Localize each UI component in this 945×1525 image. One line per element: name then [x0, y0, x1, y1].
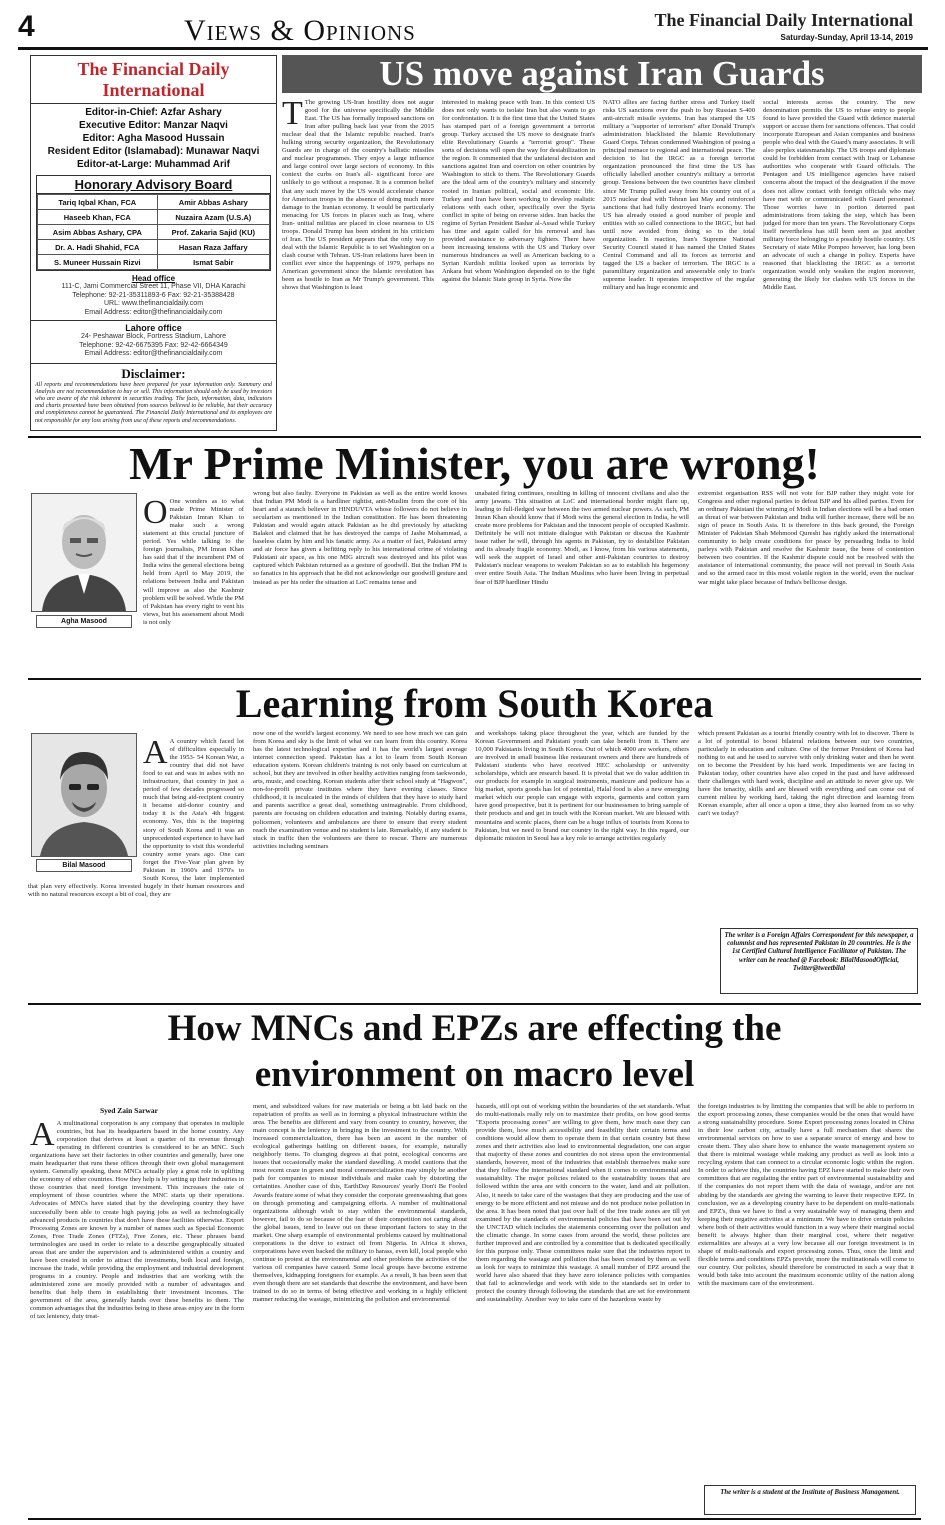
article1-column: social interests across the country. The new denomination permits the US to refuse entry to people found to have provided the Guard with defence material support or accuse them for sanctions offences. That could incorporate European and Asian companies and business people who deal with the Guard's many associates. It will also perplex statesmanship. The US troops and diplomats could be forbidden from contact with Iraqi or Lebanese authorities who cooperate with Guard officials. The Pentagon and US intelligence agencies have raised concerns about the impact of the designation if the move does not allow contact with foreign officials who may have met with or communicated with Guard personnel. Those worries have in portion deterred past administrations from taking the step, which has been judged for more than ten years. The Revolutionary Corps itself nevertheless has still been seen as just another military force belonging to a possibly hostile country. US Secretary of state Mike Pompeo however, has long been an advocate of such a change in policy. Experts have reasoned that blacklisting the IRGC as a terrorist organization would only weaken the region moreover, generating the likely for clashes with US forces in the Middle East.	[763, 99, 915, 292]
head-office-title: Head office	[131, 274, 176, 283]
article3-column: which present Pakistan as a tourist friendly country with lot to discover. There is a lot of potential to boost bilateral relations between our two countries, particularly in education and culture. One of the former President of Korea had nothing to eat and he used to survive with only drinking water and then he went on to become the President by his hard work. Impediments we are facing in Pakistan today, other countries have also coped in the past and have addressed their challenges with hard work, discipline and an attitude to never give up. We have the tenacity, skills and are blessed with everything and can come out of current milieu by working hard, taking the right direction and learning from Korean example, after all once a upon a time, they also learned from us so why can't we today?	[698, 730, 914, 818]
advisor-name: Tariq Iqbal Khan, FCA	[38, 195, 158, 210]
article3-author: Bilal Masood	[36, 859, 132, 872]
advisor-name: Nuzaira Azam (U.S.A)	[157, 210, 269, 225]
advisory-board-title: Honorary Advisory Board	[37, 176, 270, 194]
head-office-line: Email Address: editor@thefinancialdaily.com	[84, 308, 223, 316]
divider	[28, 1003, 921, 1005]
advisor-name: Asim Abbas Ashary, CPA	[38, 225, 158, 240]
article4-column: the foreign industries is by limiting the companies that will be able to perform in the export processing zones, these companies would be the ones that would have a strong sustainability procedure. Some Export processing zones located in China in their low carbon city, actually have a full mechanism that shares the environmental services on how to use a separate source of energy and how to create them. They also share how to enhance the waste management system so that there is minimal wastage while making any product as well as look into a recycling system that can connect to a circular economic logic within the region. In order to achieve this, the countries having EPZ have started to make their own committees that are regulating the entire part of environmental sustainability and if the companies do not report them with the data of wastage, and/or are not abiding by the standards are giving the warning to leave their respective EPZ. In conclusion, we as a developing country have to be dependent on multi-nationals and EPZ's, thus we have to find a very sustainable way of managing them and keeping their negative activities at a minimum. We have to drive certain policies where both of their activities would function in a way where their marginal social benefit is always higher than their marginal cost, where their negative externalities are always at a very low because all our foreign investment is in shape of multi-nationals and export processing zones. Thus, once the limit and flexible terms and conditions EPZs provide, more the multinationals will come to our country. Our policies, should therefore be constructed in such a way that it would both take into account the maximum economic utility of the nation along with the maximum care of the environment.	[698, 1103, 914, 1288]
section-title: Views & Opinions	[184, 14, 416, 47]
staff-box	[30, 55, 277, 431]
advisory-board	[36, 175, 271, 271]
article2-text: One wonders as to what made Prime Minister of Pakistan Imran Khan to make such a wrong statement at this crucial juncture of period. Yes while talking to the foreign journalists, PM Imran Khan has said that if the incumbent PM of India wins the general elections being held from April to May 2019, the relations between India and Pakistan will improve as also the Kashmir problem will be solved. While the PM of Pakistan has every right to vent his views, but his assessment about Modi is not only	[143, 498, 244, 626]
lahore-office-line: Telephone: 92-42-6675395 Fax: 92-42-6664349	[79, 341, 228, 349]
article4-author: Syed Zain Sarwar	[100, 1106, 158, 1115]
advisor-name: Hasan Raza Jaffary	[157, 240, 269, 255]
article2-column	[28, 498, 244, 674]
advisor-name: Dr. A. Hadi Shahid, FCA	[38, 240, 158, 255]
disclaimer-text: All reports and recommendations have been prepared for your information only. Summary and Analysis are not recommendation to buy or sell. This information should only be used by investors who are aware of the risk inherent in securities trading. The facts, information, data, indicators and charts presented have been obtained from sources believed to be reliable, but their accuracy and completeness cannot be guaranteed. The Financial Daily International and its employees are not responsible for any loss arising from use of these reports and recommendations.	[35, 381, 272, 424]
staff-box-title: The Financial Daily International	[77, 59, 230, 100]
article2-column: extremist organisation RSS will not vote for BJP rather they might vote for Congress and other regional parties to defeat BJP and his allied parties. Even for an ordinary Pakistani the winning of Modi in Indian elections will be a bad omen as threat of war between Pakistan and India will further increase, there will be no sign of peace in South Asia. It is therefore in this back ground, the Foreign Minister of Pakistan Shah Mehmood Qureshi has rightly asked the international community to help create conditions for peace by persuading India to hold parleys with Pakistan and resolve the Kashmir issue, the bone of contention between two countries. If the Kashmir dispute could not be resolved with the assistance of international community, the peace will not prevail in South Asia and so the armed race in this most volatile region in the world, even the nuclear war might take place because of India's bellicose design.	[698, 490, 914, 586]
editor-line: Editor-at-Large: Muhammad Arif	[77, 159, 230, 170]
advisory-table	[37, 194, 270, 270]
article1-text: The growing US-Iran hostility does not augur good for the universe specifically the Middle East. The US has formally imposed sanctions on Iran after pulling back last year from the 2015 nuclear deal that the Islamic republic reached. Iran's hulking strong security organization, the Revolutionary Guards are in charge of the country's ballistic missiles and nuclear programmes. They enjoy a large influence and large control over large sectors of economy. In this context the curbs on Iran's all- significant force are unlikely to go without a response. It is a common belief that any such move by the US would accelerate chance for American troops in the absence of doing much more damage to the Iranian economy. It would be particularly menacing for US forces in places such as Iraq, where Iran- unitial militias are placed in close nearness to US troops. Donald Trump has been strident in his criticism of Iran. The US president appears that the only way to deal with the Islamic Republic is to set Washington on a clash course with Tehran. US-Iran relations have been in conflict ever since the happenings of 1979, perhaps no American government since the Islamic revolution has been as hostile to Iran as Mr Trump's government. This shows that Washington is least	[282, 99, 434, 292]
article1-headline: US move against Iran Guards	[282, 55, 922, 93]
advisor-name: Haseeb Khan, FCA	[38, 210, 158, 225]
article1-column: interested in making peace with Iran. In this context US does not only wants to isolate Iran but also wants to go for confrontation. It is the first time that the United States has stamped part of a foreign government a terrorist group. Turkey accused the US move to designate Iran's elite Revolutionary Guards a "terrorist group". These sorts of decisions will open the way for destabilization in the region. It commented that the unilateral decision and sanctions against Iran and coercion on other countries by Washington to stick to them. The Revolutionary Guards are the ideal arm of the country's military and sincerely rooted in Iranian political, social and economic life. Turkey and Iran have been working to develop realistic relations with each other, specifically over the Syria conflict in spite of being on reverse sides. Iran backs the regime of Syrian President Bashar al-Assad while Turkey has time and again called for his removal and has provided assistance to adversary fighters. There have been increasing tensions with the US and Turkey over numerous hindrances as well as American backing to a Syrian Kurdish militia looked upon as terrorists by Ankara but whom Washington depended on to the fight against the Islamic State group in Syria. Now the	[442, 99, 595, 284]
lahore-office-line: Email Address: editor@thefinancialdaily.com	[84, 350, 223, 357]
article3-column	[28, 738, 244, 1000]
page-number: 4	[18, 10, 35, 43]
article3-text: A country which faced lot of difficulties especially in the 1953- 54 Korean War, a country that did not have food to eat and was in ashes with no infrastructure, that country in just a period of few decades progressed so much that being aid-recipient country it became aid-donor country and today it is the Asia's 4th biggest economy. Yes, this is the inspiring story of South Korea and it was an unprecedented experience to have had the opportunity to visit this wonderful country some years ago. One can forget the Five-Year plan given by Pakistan in 1960's and 1970's to South Korea, the later implemented that plan very effectively. Korea invested hugely in their human resources and with no natural resources except a bit of coal, they are	[28, 738, 244, 898]
masthead-rule	[18, 47, 928, 50]
article2-column: unabated firing continues, resulting in killing of innocent civilians and also the army jawans. This situation at LoC and international border might flare up, leading to full-fledged war between the two armed nuclear powers. As such, PM Imran Khan should know that if Modi wins the general election in India, he will create more problems for Pakistan and the innocent people of occupied Kashmir. Definitely he will not initiate dialogue with Pakistan or discuss the Kashmir issue rather he will, through his agents in Pakistan, try to destabilize Pakistan and its already fragile economy. Modi, as I know, from his various statements, will seek the support of Israel and other anti-Pakistan countries to destroy Pakistan's nuclear weapons to weaken Pakistan so as to establish his hegemony over entire South Asia. The Indian Muslims who have been living in perpetual fear of BJP hardliner Hindu	[475, 490, 689, 586]
dropcap: T	[282, 99, 303, 132]
article3-column: and workshops taking place throughout the year, which are funded by the Korean Government and Pakistani youth can take benefit from it. There are 10,000 Pakistanis living in South Korea. Out of which 4000 are workers, others are involved in small business like restaurant owners and there are hundreds of Pakistani students who have received HEC scholarship or university scholarships, which are research based. It is pivotal that we do value addition in our products for example in surgical instruments, manicure and pedicure has a big market, sports goods has lot of potential, Halal food is also a new emerging market which our people can engage with exports, garments and cotton yarn have good prospective, but it is pertinent for our businessmen to bring sample of their products and and get in touch with the Korean market. We are blessed with mountains and scenic places, there can be a huge influx of tourists from Korea to Pakistan, but we need to brand our country in the right way. In this regard, our diplomatic mission in Seoul has a key role to arrange activities regularly	[475, 730, 689, 842]
editor-line: Resident Editor (Islamabad): Munawar Naqvi	[47, 146, 260, 157]
paper-name: The Financial Daily International	[654, 10, 913, 30]
article1-column	[282, 99, 434, 431]
editor-line: Editor: Agha Masood Hussain	[82, 133, 225, 144]
issue-date: Saturday-Sunday, April 13-14, 2019	[780, 33, 913, 42]
dropcap: A	[143, 738, 168, 771]
divider	[28, 1518, 921, 1520]
dropcap: O	[143, 498, 168, 531]
article3-headline: Learning from South Korea	[235, 681, 714, 726]
advisor-name: Prof. Zakaria Sajid (KU)	[157, 225, 269, 240]
article4-column	[30, 1120, 244, 1515]
article4-column: hazards, still opt out of working within the boundaries of the set standards. What do multi-nationals really rely on to maximize their profits, on how good terms "Exports processing zones" are willing to give them, how much ease they can provide them, how much accessibility and feasibility their certain terms and conditions would allow them to operate them in that certain country but these zones and their activities also lead to environmental degradation, one can argue that majority of these zones and countries do not stress upon the environmental standards, however, most of the industries that establish themselves make sure that they follow the international standard when it comes to environmental and sustainability. The major policies related to the sustainability issues that are followed within the area are with concern to the water, land and air pollution. Also, it needs to take care of the wastages that they are producing and the use of energy to be more efficient and not misuse and do not produce noise pollution in the area. It has been noted that just over half of the free trade zones are till yet examined by the standards of environmental policies that have been set out by the UNCTAD which includes the statements concerning over the pollution and the climatic change. In some cases from around the world, these policies are further improved and are controlled by a committee that is dedicated specifically for this purpose only. These committees make sure that the industries report to them regarding the wastage and pollution that has been created by them as well as look for ways to minimize this wastage. A small number of EPZ around the world have also shared that they have zero tolerance policies with companies that fail to acknowledge and work with side to the standards set in order to protect the country through following the standards that are set for environment and sustainability. Another way to take care of the hazardous waste by	[476, 1103, 690, 1304]
article4-headline: environment on macro level	[254, 1054, 695, 1095]
editor-line: Editor-in-Chief: Azfar Ashary	[85, 107, 222, 118]
advisor-name: Ismat Sabir	[157, 255, 269, 270]
article2-headline: Mr Prime Minister, you are wrong!	[129, 438, 820, 489]
lahore-office-line: 24- Peshawar Block, Fortress Stadium, Lahore	[80, 333, 227, 340]
advisor-name: S. Muneer Hussain Rizvi	[38, 255, 158, 270]
article3-author-note: The writer is a Foreign Affairs Correspondent for this newspaper, a columnist and has represented Pakistan in 20 countries. He is the 1st Certified Cultural Intelligence Facilitator of Pakistan. The writer can be reached @ Facebook: BilalMasoodOfficial, Twitter@tweetbilal	[720, 928, 918, 994]
photo-float-space	[28, 498, 143, 630]
dropcap: A	[30, 1120, 55, 1153]
photo-float-space	[28, 738, 143, 876]
advisor-name: Amir Abbas Ashary	[157, 195, 269, 210]
editor-line: Executive Editor: Manzar Naqvi	[79, 120, 228, 131]
head-office-line: Telephone: 92-21-35311893-6 Fax: 92-21-35388428	[72, 291, 235, 299]
article3-column: now one of the world's largest economy. We need to see how much we can gain from Korea and sky is the limit of what we can learn from this country. Korea has the latest technological expertise and it has the world's largest average internet connection speed. Pakistan has a lot to learn from South Korean education system. Korean children's training is not only based on curriculum at school, but they are involved in other healthy activities ranging from taekwondo, arts, music, and coaching. Korean students after their school study at "Hagwon", non-for-profit private institutes where they have evening classes. Since childhood, it is inculcated in the minds of children that they have to study hard and parents sacrifice a great deal, something unimaginable. From childhood, parents are focusing on children education and training. Notably during exams, policemen, volunteers and ambulances are there to ensure that every student reach the examination venue and no student is late. Remarkably, if any student is stuck in traffic then the volunteers are there to rescue. There are numerous activities including seminars	[253, 730, 467, 850]
disclaimer-title: Disclaimer:	[31, 363, 276, 382]
article1-column: NATO allies are facing further stress and Turkey itself risks US sanctions over the push to buy Russian S-400 anti-aircraft missile systems. Iran has stamped the US military a "supporter of terrorism" after Donald Trump's administration blacklisted the Islamic Revolutionary Guard Corps. Tehran condemned Washington of posing a principal menace to regional and international peace. The decision to list the IRGC as a foreign terrorist organization pronounced the first time the US has officially labelled another country's military a terrorist group. Tensions between the two countries have climbed since Mr Trump pulled away from his country out of a 2015 nuclear deal with Tehran last May and reinforced sanctions that had fully destroyed Iran's economy. The US has already ousted a good number of people and entities with so called connections to the IRGC, but had until now avoided from doing so to the total organization. In reaction, Iran's Supreme National Security Council stated it has named the United States Central Command and all its forces as terrorist and tagged the US a backer of terrorism. The IRGC is a paramilitary organization and answerable only to Iran's supreme leader. It operates irrespective of the regular military and has huge economic and	[603, 99, 755, 292]
article4-column: ment, and subsidized values for raw materials or being a bit laid back on the repatriation of profits as well as in forming a physical infrastructure within the area. The benefits are different and vary from country to country, however, the main concept is the leniency in bringing in the investment to the country. With increased commercialization, there has been an ascent in the number of ecological gatherings battling on different issues, for example, naturally neighborly items. To changing degrees at that point, ecological concerns are issues that occasionally make the standard dawdling. A model cautions that the most recent craze in green and moral commercialization may simply be another path for companies to misuse individuals and make cash by distorting the certainties. Another case of this, EarthDay Resources' yearly Don't Be Fooled Awards feature some of what they consider the corporate greenwashing that goes on through promoting and campaigning efforts. A number of multinational organizations although wish to stay within the environmental standards, however, fail to do so because of the fear of their competition not caring about the global issues, tend to leave out on these important factors to stay in the market. One sharp example of environmental problems caused by multinational corporations is the drive to extract oil from Nigeria. In Africa it shows, corporations have even backed the military to harass, even kill, local people who continue to protest at the environmental and other problems the activities of the various oil companies have caused. Some local groups have become extreme themselves, kidnapping foreigners for example. As a result, It has been seen that even though there are set standards that describe the environment, and have been trained to do so in terms of being effective and working in a highly efficient manner reducing the wastage, minimizing the pollution and environmental	[253, 1103, 467, 1304]
article2-author: Agha Masood	[36, 615, 132, 628]
article4-author-note: The writer is a student at the Institute of Business Management.	[704, 1485, 916, 1515]
article4-text: A multinational corporation is any company that operates in multiple countries, but has its headquarters based in the home country. Any corporation that derives at least a quarter of its revenue through operating in different countries is considered to be an MNC. Such organizations have set their factories in other countries and generally, have one main headquarter that runs these offices through their own global management system. Generally speaking, these MNCs actually play a great role in uplifting the economy of other countries. How they help is by setting up their industries in those countries that need foreign investment. This increases the rate of employment of those countries where the MNC starts up their operations. Advocates of MNCs have stated that by the developing country they have successfully been able to create high paying jobs as well as technologically advanced products in countries that don't have these facilities otherwise. Export Processing Zones are known by a number of names such as Special Economic Zones, Free Trade Zones (FTZs), Free Zones, etc. These phrases band terminologies are used in order to relate to a describe geographically situated areas that are under the supervision and is administered within a country and have been created in order to attract the investments, both local and foreign, increase the trade, while providing the employment and industrial development programs in a country. People and industries that are working with the administered zone are mostly provided with a number of advantages and benefits that help them in establishing their investment incomes. The government of the area, generally hands over these benefits to them. The common advantages that the industries being in these areas enjoy are in the form of tax leniency, duty treat-	[30, 1120, 244, 1321]
article4-headline: How MNCs and EPZs are effecting the	[167, 1008, 782, 1049]
lahore-office-title: Lahore office	[31, 320, 276, 333]
head-office-line: 111-C, Jami Commercial Street 11, Phase VII, DHA Karachi	[61, 283, 246, 290]
head-office-line: URL: www.thefinancialdaily.com	[103, 300, 204, 307]
article2-column: wrong but also faulty. Everyone in Pakistan as well as the entire world knows that Indian PM Modi is a hardliner rightist, anti-Muslim from the core of his heart and a staunch believer in HINDUVTA whose followers do not believe in secularism as mentioned in the Indian constitution. He has been threatening Pakistan and would again attack Pakistan as he did previously by attacking Balakot and claimed that he has destroyed the camps of Jashe Mohammad, a baseless claim by him and his fanatic army. As a matter of fact, Pakistani army and air force has given a befitting reply to his international crime of violating Pakistani air space, as his one MIG aircraft was destroyed and his pilot was captured which Pakistan returned as a gesture of goodwill. But the Indian PM is so fanatics in his approach that he did not acknowledge our goodwill gesture and instead as per his order the situation at LoC remains tense and	[253, 490, 467, 586]
